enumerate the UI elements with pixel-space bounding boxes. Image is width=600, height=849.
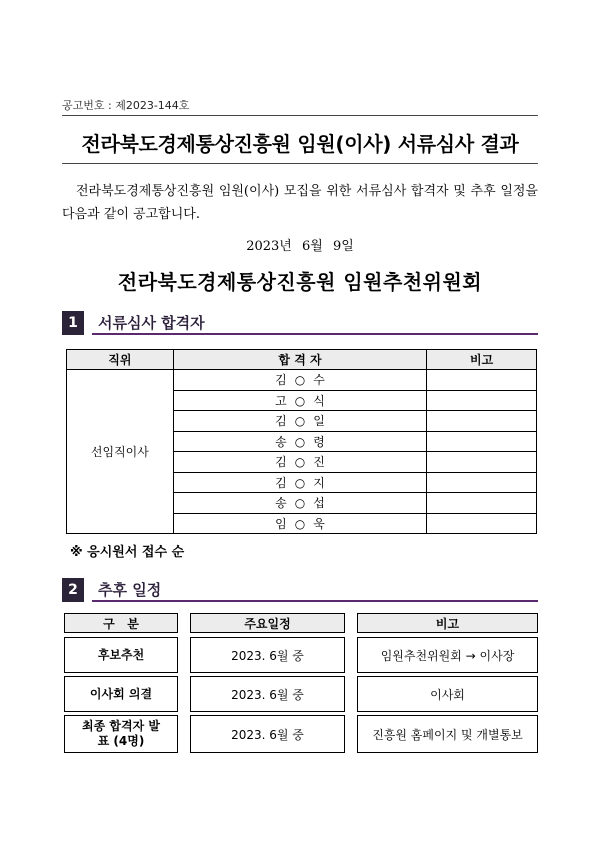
candidate-name: 김○지 [173, 472, 426, 493]
remark-cell [427, 472, 537, 493]
notice-number: 공고번호 : 제2023-144호 [62, 99, 190, 112]
candidate-name: 김○일 [173, 411, 426, 432]
column-header-remarks: 비고 [427, 350, 537, 370]
section-title: 추후 일정 [98, 581, 162, 599]
section-rule [92, 600, 538, 602]
schedule-remark: 진흥원 홈페이지 및 개별통보 [357, 715, 538, 753]
table-header-row [67, 350, 537, 370]
section-title: 서류심사 합격자 [98, 314, 205, 332]
section-2-header [62, 578, 538, 602]
section-number-badge: 2 [62, 578, 84, 602]
candidates-table [66, 349, 537, 534]
remark-cell [427, 411, 537, 432]
schedule-date: 2023. 6월 중 [190, 676, 345, 712]
remark-cell [427, 452, 537, 473]
candidate-name: 김○진 [173, 452, 426, 473]
section-rule [92, 333, 538, 335]
remark-cell [427, 493, 537, 514]
section-1-header [62, 311, 538, 335]
schedule-remark: 이사회 [357, 676, 538, 712]
column-header-schedule: 주요일정 [190, 613, 345, 633]
candidate-name: 임○욱 [173, 513, 426, 534]
table-row [67, 370, 537, 391]
section-number-badge: 1 [62, 311, 84, 335]
intro-text: 전라북도경제통상진흥원 임원(이사) 모집을 위한 서류심사 합격자 및 추후 일정을 다음과 같이 공고합니다. [62, 184, 538, 222]
committee-name: 전라북도경제통상진흥원 임원추천위원회 [117, 270, 483, 294]
intro-paragraph [62, 180, 538, 226]
remark-cell [427, 370, 537, 391]
page-title: 전라북도경제통상진흥원 임원(이사) 서류심사 결과 [81, 132, 519, 156]
schedule-remark: 임원추천위원회 → 이사장 [357, 637, 538, 673]
title-bottom-rule [62, 163, 538, 164]
candidate-name: 송○령 [173, 431, 426, 452]
title-top-rule [62, 115, 538, 116]
position-cell: 선임직이사 [67, 370, 174, 534]
column-header-candidates: 합 격 자 [173, 350, 426, 370]
order-note: ※ 응시원서 접수 순 [70, 545, 185, 560]
candidate-name: 송○섭 [173, 493, 426, 514]
schedule-date: 2023. 6월 중 [190, 715, 345, 753]
candidate-name: 김○수 [173, 370, 426, 391]
schedule-category: 이사회 의결 [64, 676, 178, 712]
remark-cell [427, 513, 537, 534]
column-header-position: 직위 [67, 350, 174, 370]
announcement-date: 2023년 6월 9일 [246, 239, 354, 254]
column-header-remarks: 비고 [357, 613, 538, 633]
schedule-date: 2023. 6월 중 [190, 637, 345, 673]
remark-cell [427, 390, 537, 411]
candidate-name: 고○식 [173, 390, 426, 411]
schedule-category: 최종 합격자 발표 (4명) [64, 715, 178, 753]
column-header-category: 구 분 [64, 613, 178, 633]
remark-cell [427, 431, 537, 452]
schedule-category: 후보추천 [64, 637, 178, 673]
